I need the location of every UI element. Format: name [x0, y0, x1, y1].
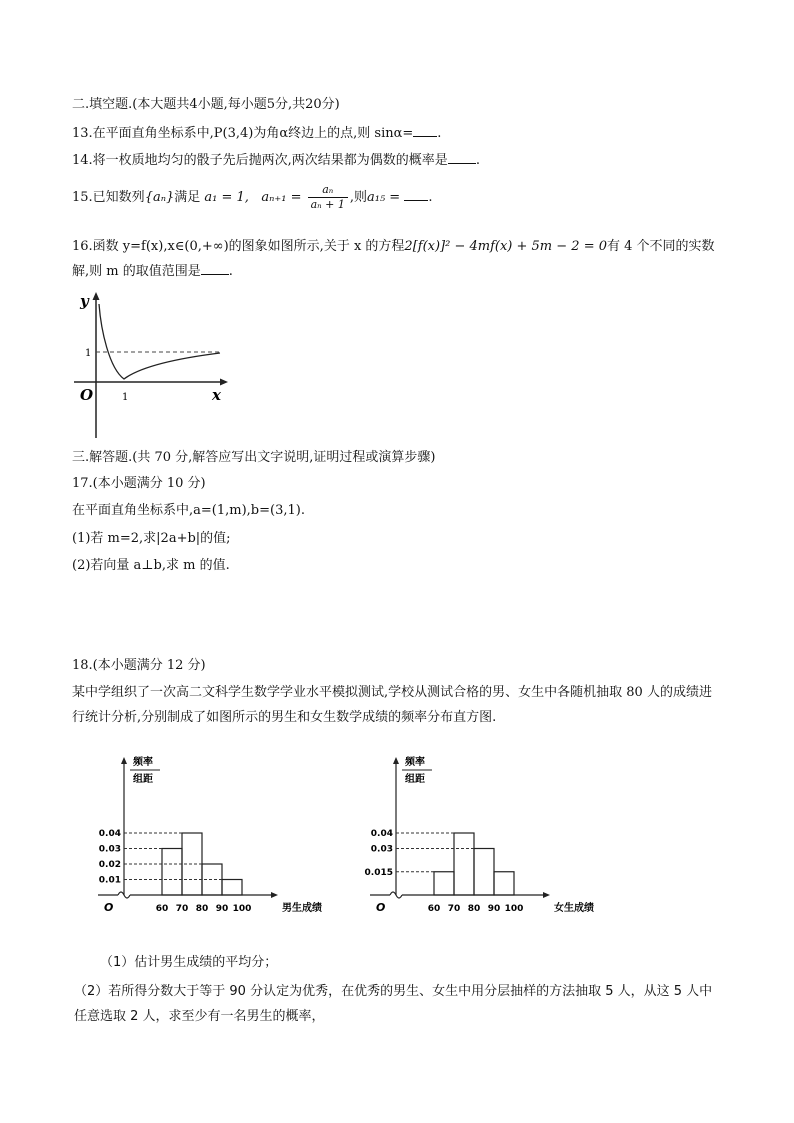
y-label-top: 频率 [405, 757, 425, 768]
q15-mid: 满足 [174, 190, 201, 205]
answer-blank [413, 124, 437, 137]
graph-one-y: 1 [85, 348, 92, 359]
answer-blank [448, 151, 476, 164]
q15-seq: {aₙ} [144, 190, 175, 205]
q13-alpha: α [279, 126, 289, 141]
x-tick-label: 90 [487, 904, 501, 914]
q15-end: . [428, 190, 433, 205]
q15-target: a₁₅ = [366, 190, 401, 205]
q13-text-before: 13.在平面直角坐标系中,P(3,4)为角 [72, 126, 280, 141]
q15-lhs: aₙ₊₁ = [261, 190, 302, 205]
graph-one-x: 1 [122, 392, 129, 403]
q13-text-after: 终边上的点,则 sinα= [288, 126, 414, 141]
x-axis-arrow [220, 379, 228, 386]
answer-blank [404, 188, 428, 201]
x-tick-label: 70 [447, 904, 461, 914]
q18-part1: （1）估计男生成绩的平均分； [100, 955, 278, 970]
q18-stem: 某中学组织了一次高二文科学生数学学业水平模拟测试,学校从测试合格的男、女生中各随机抽取 80 人的成绩进行统计分析,分别制成了如图所示的男生和女生数学成绩的频率分布直方图. [72, 685, 712, 725]
origin-label: O [376, 901, 386, 914]
y-tick-label: 0.015 [364, 867, 393, 878]
y-label-bottom: 组距 [133, 774, 153, 785]
y-tick-label: 0.01 [98, 875, 121, 886]
histogram-bar [494, 872, 514, 895]
histogram-bar [222, 880, 242, 896]
q17-stem: 在平面直角坐标系中,a=(1,m),b=(3,1). [72, 503, 305, 518]
x-axis-arrow [271, 892, 278, 898]
q16-text-after: 有 4 个不同的实数解,则 m 的取值范围是 [72, 239, 715, 279]
q18-header: 18.(本小题满分 12 分) [72, 658, 206, 673]
q15-ask: ,则 [349, 190, 367, 205]
x-tick-label: 80 [195, 904, 209, 914]
x-tick-label: 70 [175, 904, 189, 914]
x-tick-label: 90 [215, 904, 229, 914]
y-tick-label: 0.03 [98, 844, 121, 855]
x-axis-label: 男生成绩 [282, 903, 322, 914]
question-13 [72, 124, 441, 143]
q14-end: . [475, 153, 480, 168]
answer-blank [201, 262, 229, 275]
q17-header: 17.(本小题满分 10 分) [72, 476, 206, 491]
function-curve [99, 304, 220, 379]
section3-title: 三.解答题.(共 70 分,解答应写出文字说明,证明过程或演算步骤) [72, 450, 436, 465]
y-tick-label: 0.04 [98, 829, 121, 839]
function-graph [74, 290, 234, 440]
y-axis-arrow [121, 757, 127, 764]
origin-label: O [104, 901, 114, 914]
q14-text: 14.将一枚质地均匀的骰子先后抛两次,两次结果都为偶数的概率是 [72, 153, 448, 168]
q15-cond1: a₁ = 1, [204, 190, 249, 205]
y-tick-label: 0.04 [370, 829, 393, 839]
y-label-top: 频率 [133, 757, 153, 768]
x-tick-label: 60 [155, 904, 169, 914]
graph-x-label: x [212, 386, 221, 404]
histogram-bar [454, 833, 474, 895]
q18-part2: （2）若所得分数大于等于 90 分认定为优秀，在优秀的男生、女生中用分层抽样的方法抽取 5 人，从这 5 人中任意选取 2 人，求至少有一名男生的概率， [74, 984, 713, 1024]
q15-text-before: 15.已知数列 [72, 190, 145, 205]
q17-part2: (2)若向量 a⊥b,求 m 的值. [72, 558, 230, 573]
female-score-histogram [362, 745, 632, 923]
histogram-bar [162, 849, 182, 896]
q16-end: . [228, 264, 233, 279]
q15-fraction [308, 183, 348, 212]
q13-end: . [437, 126, 442, 141]
x-tick-label: 100 [232, 904, 252, 914]
question-15 [72, 183, 432, 212]
male-score-histogram [90, 745, 360, 923]
graph-y-label: y [80, 292, 89, 310]
y-label-bottom: 组距 [405, 774, 425, 785]
q15-frac-num: aₙ [308, 183, 348, 198]
q17-part1: (1)若 m=2,求|2a+b|的值; [72, 531, 231, 546]
q16-equation: 2[f(x)]² − 4mf(x) + 5m − 2 = 0 [404, 239, 607, 254]
y-axis-arrow [93, 292, 100, 300]
y-tick-label: 0.03 [370, 844, 393, 855]
x-tick-label: 60 [427, 904, 441, 914]
x-tick-label: 100 [504, 904, 524, 914]
x-tick-label: 80 [467, 904, 481, 914]
q16-text-before: 16.函数 y=f(x),x∈(0,+∞)的图象如图所示,关于 x 的方程 [72, 239, 405, 254]
x-axis-arrow [543, 892, 550, 898]
graph-origin: O [80, 386, 94, 404]
histogram-bar [434, 872, 454, 895]
section2-title: 二.填空题.(本大题共4小题,每小题5分,共20分) [72, 97, 340, 112]
question-14 [72, 151, 480, 170]
question-16 [72, 234, 724, 284]
y-axis-arrow [393, 757, 399, 764]
x-axis-label: 女生成绩 [554, 903, 594, 914]
histogram-bar [474, 849, 494, 896]
y-tick-label: 0.02 [98, 860, 121, 870]
q15-frac-den: aₙ + 1 [310, 198, 345, 211]
